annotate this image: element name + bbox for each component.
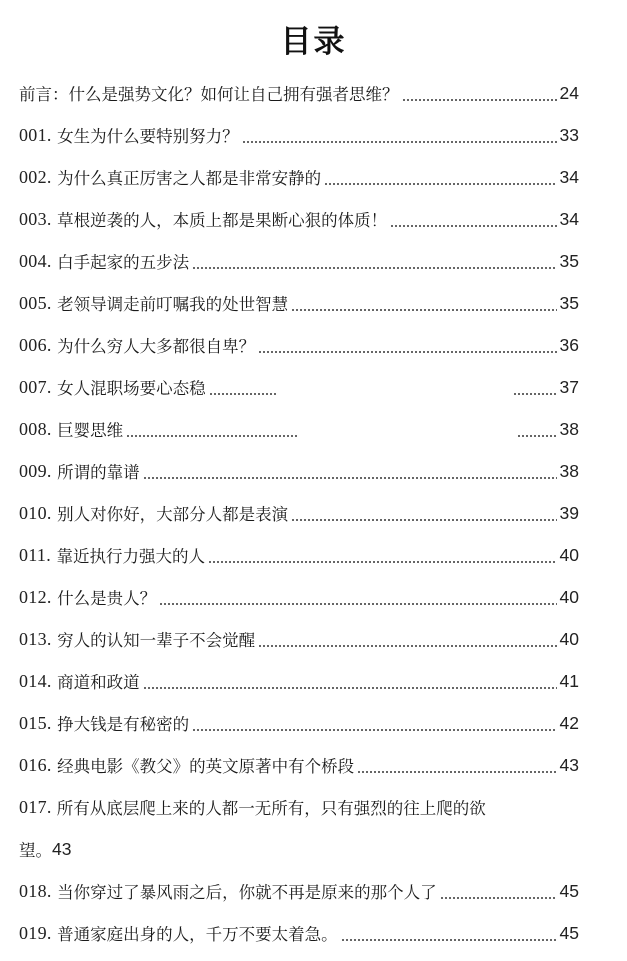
toc-entry-title: 什么是贵人？	[57, 589, 157, 608]
toc-entry-001[interactable]	[19, 114, 579, 156]
toc-entry-title: 穷人的认知一辈子不会觉醒	[57, 631, 256, 650]
toc-entry-014[interactable]	[19, 660, 579, 702]
dot-leader	[513, 393, 557, 395]
toc-entry-number: 008.	[19, 418, 52, 439]
toc-entry-number: 019.	[19, 922, 52, 943]
toc-entry-title: 靠近执行力强大的人	[56, 547, 205, 566]
toc-entry-page: 37	[559, 376, 579, 397]
toc-entry-page: 40	[559, 628, 579, 649]
toc-entry-number: 015.	[19, 712, 52, 733]
toc-entry-012[interactable]	[19, 576, 579, 618]
toc-entry-number: 003.	[19, 208, 52, 229]
toc-entry-number: 017.	[19, 796, 52, 817]
toc-entry-page: 38	[559, 460, 579, 481]
dot-leader	[143, 477, 557, 479]
table-of-contents	[19, 72, 579, 954]
toc-entry-number: 002.	[19, 166, 52, 187]
toc-entry-number: 007.	[19, 376, 52, 397]
toc-entry-page: 39	[559, 502, 579, 523]
dot-leader	[192, 267, 556, 269]
toc-entry-number: 001.	[19, 124, 52, 145]
toc-entry-title: 所谓的靠谱	[57, 463, 140, 482]
toc-entry-title: 巨婴思维	[57, 421, 124, 440]
dot-leader	[258, 351, 556, 353]
dot-leader	[159, 603, 556, 605]
toc-entry-page: 36	[559, 334, 579, 355]
toc-entry-008[interactable]	[19, 408, 579, 450]
toc-entry-number: 009.	[19, 460, 52, 481]
dot-leader	[357, 771, 556, 773]
toc-entry-title: 女人混职场要心态稳	[57, 379, 206, 398]
toc-entry-page: 38	[559, 418, 579, 439]
toc-entry-017[interactable]	[19, 786, 579, 828]
dot-leader	[390, 225, 556, 227]
toc-entry-page: 45	[559, 880, 579, 901]
dot-leader	[324, 183, 556, 185]
toc-entry-page: 42	[559, 712, 579, 733]
toc-entry-number: 018.	[19, 880, 52, 901]
toc-entry-011[interactable]	[19, 534, 579, 576]
toc-entry-010[interactable]	[19, 492, 579, 534]
dot-leader	[126, 435, 298, 437]
toc-entry-title: 别人对你好，大部分人都是表演	[57, 505, 289, 524]
toc-entry-title: 商道和政道	[57, 673, 140, 692]
toc-entry-title: 经典电影《教父》的英文原著中有个桥段	[57, 757, 355, 776]
dot-leader	[517, 435, 557, 437]
toc-entry-title: 草根逆袭的人，本质上都是果断心狠的体质！	[57, 211, 388, 230]
toc-entry-title: 挣大钱是有秘密的	[57, 715, 190, 734]
dot-leader	[440, 897, 557, 899]
toc-entry-title: 为什么真正厉害之人都是非常安静的	[57, 169, 322, 188]
toc-entry-title: 老领导调走前叮嘱我的处世智慧	[57, 295, 289, 314]
toc-entry-page: 24	[559, 82, 579, 103]
toc-entry-title: 为什么穷人大多都很自卑？	[57, 337, 256, 356]
toc-entry-007[interactable]	[19, 366, 579, 408]
toc-entry-number: 016.	[19, 754, 52, 775]
toc-entry-preface[interactable]	[19, 72, 579, 114]
toc-entry-013[interactable]	[19, 618, 579, 660]
toc-entry-005[interactable]	[19, 282, 579, 324]
toc-entry-page: 35	[559, 292, 579, 313]
toc-entry-title: 当你穿过了暴风雨之后，你就不再是原来的那个人了	[57, 883, 437, 902]
toc-entry-number: 010.	[19, 502, 52, 523]
toc-entry-number: 012.	[19, 586, 52, 607]
toc-entry-number: 006.	[19, 334, 52, 355]
toc-entry-title: 白手起家的五步法	[57, 253, 190, 272]
dot-leader	[209, 393, 277, 395]
toc-entry-009[interactable]	[19, 450, 579, 492]
toc-entry-title: 前言：什么是强势文化？如何让自己拥有强者思维？	[19, 85, 399, 104]
toc-entry-page: 45	[559, 922, 579, 943]
toc-entry-page: 40	[559, 544, 579, 565]
dot-leader	[258, 645, 556, 647]
toc-entry-page: 40	[559, 586, 579, 607]
toc-entry-title-continued: 望。	[19, 841, 52, 860]
toc-entry-017-continued[interactable]	[19, 828, 579, 870]
dot-leader	[291, 309, 556, 311]
toc-entry-page: 35	[559, 250, 579, 271]
dot-leader	[192, 729, 556, 731]
toc-entry-number: 013.	[19, 628, 52, 649]
toc-entry-page: 43	[559, 754, 579, 775]
toc-entry-title: 女生为什么要特别努力？	[57, 127, 239, 146]
toc-entry-page: 34	[559, 166, 579, 187]
dot-leader	[208, 561, 557, 563]
toc-entry-title: 所有从底层爬上来的人都一无所有，只有强烈的往上爬的欲	[56, 799, 486, 818]
toc-entry-016[interactable]	[19, 744, 579, 786]
toc-entry-004[interactable]	[19, 240, 579, 282]
toc-entry-title: 普通家庭出身的人，千万不要太着急。	[57, 925, 338, 944]
toc-entry-number: 004.	[19, 250, 52, 271]
page-title: 目录	[280, 24, 347, 60]
toc-entry-018[interactable]	[19, 870, 579, 912]
toc-entry-015[interactable]	[19, 702, 579, 744]
dot-leader	[143, 687, 557, 689]
toc-entry-number: 011.	[19, 544, 52, 565]
toc-entry-page: 43	[52, 838, 72, 859]
toc-entry-page: 34	[559, 208, 579, 229]
dot-leader	[341, 939, 557, 941]
toc-entry-003[interactable]	[19, 198, 579, 240]
toc-entry-002[interactable]	[19, 156, 579, 198]
dot-leader	[291, 519, 556, 521]
toc-entry-number: 014.	[19, 670, 52, 691]
toc-entry-page: 41	[559, 670, 579, 691]
toc-entry-006[interactable]	[19, 324, 579, 366]
toc-entry-number: 005.	[19, 292, 52, 313]
dot-leader	[402, 99, 557, 101]
toc-entry-page: 33	[559, 124, 579, 145]
dot-leader	[242, 141, 557, 143]
toc-entry-019[interactable]	[19, 912, 579, 954]
